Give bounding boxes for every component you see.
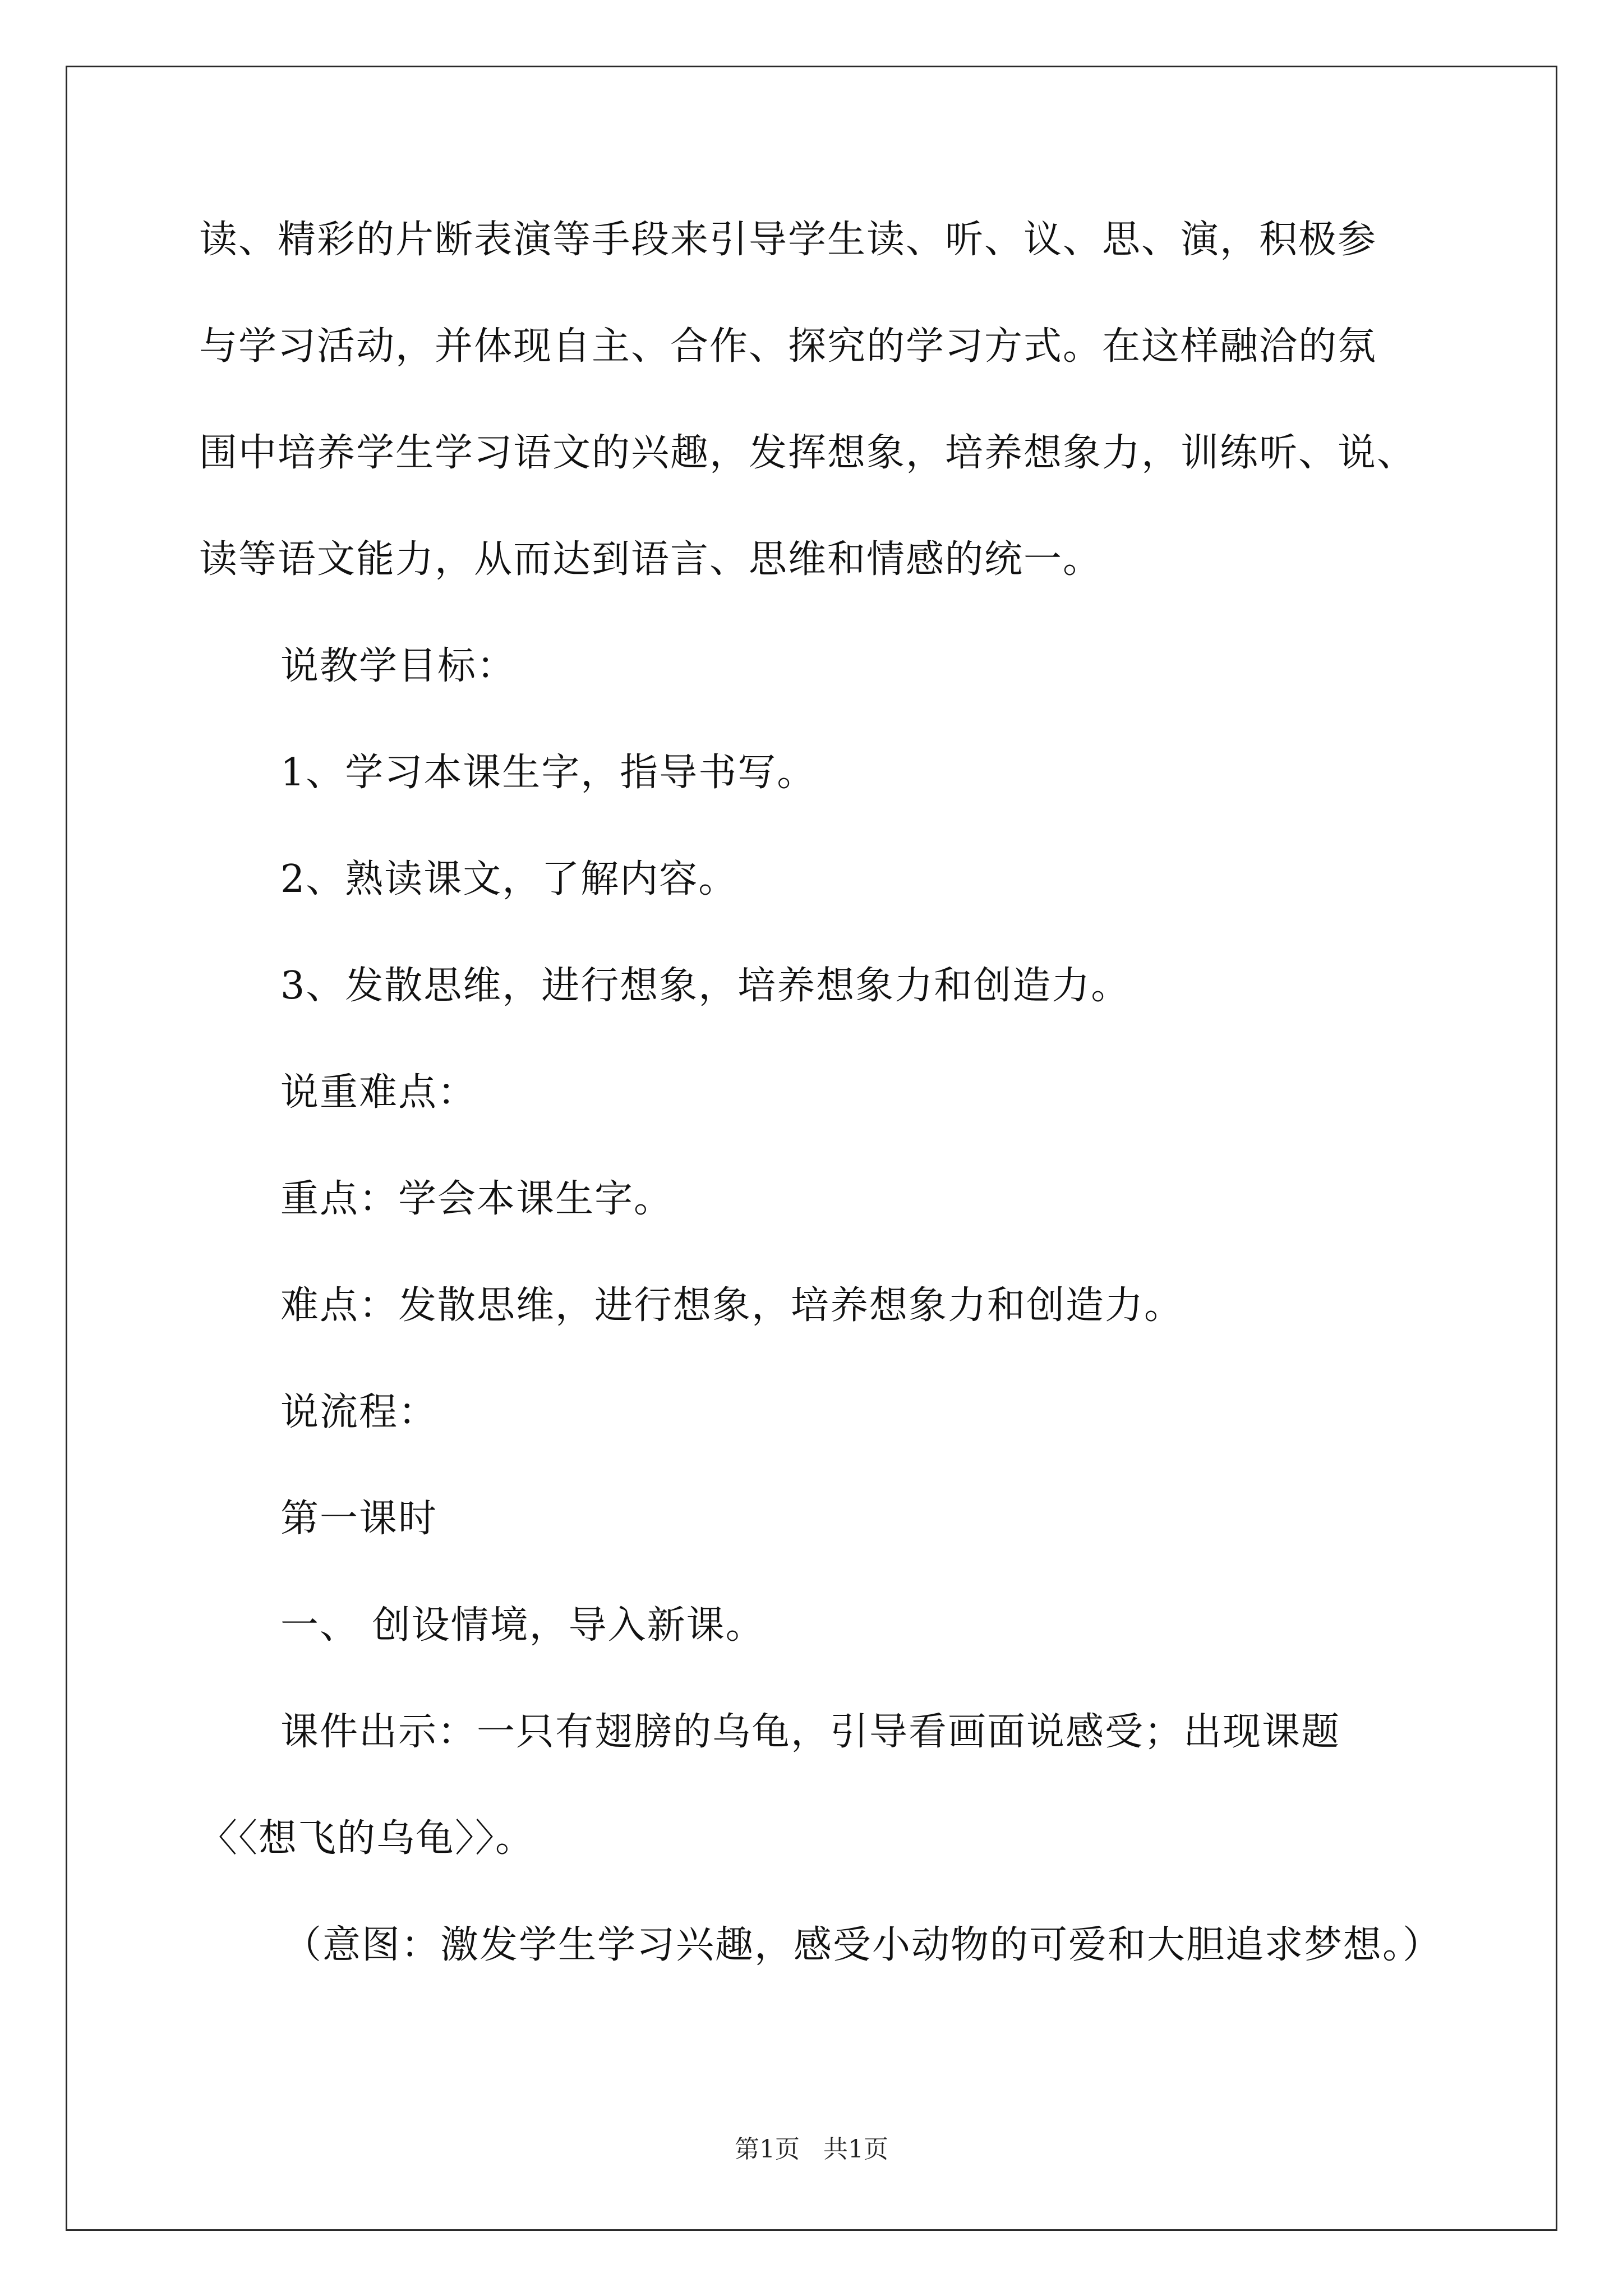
paragraph-line-2: 与学习活动，并体现自主、合作、探究的学习方式。在这样融洽的氛 (199, 324, 1377, 369)
paragraph-line-4: 读等语文能力，从而达到语言、思维和情感的统一。 (199, 537, 1103, 582)
goal-item-3: 3、发散思维，进行想象，培养想象力和创造力。 (280, 964, 1131, 1008)
page-border (66, 66, 1557, 2231)
goals-heading: 说教学目标： (280, 644, 517, 688)
goal-item-2: 2、熟读课文，了解内容。 (280, 857, 738, 901)
courseware-line-2: 〈〈想飞的乌龟〉〉。 (199, 1816, 535, 1861)
intent-note: （意图：激发学生学习兴趣，感受小动物的可爱和大胆追求梦想。） (283, 1923, 1442, 1967)
process-heading: 说流程： (280, 1390, 438, 1434)
difficult-point: 难点：发散思维，进行想象，培养想象力和创造力。 (280, 1283, 1184, 1328)
courseware-line-1: 课件出示：一只有翅膀的乌龟，引导看画面说感受；出现课题 (280, 1710, 1341, 1754)
lesson-title: 第一课时 (280, 1497, 438, 1541)
key-point: 重点：学会本课生字。 (280, 1177, 674, 1221)
difficulty-heading: 说重难点： (280, 1070, 477, 1115)
step-one-heading: 一、 创设情境，导入新课。 (280, 1603, 765, 1648)
paragraph-line-3: 围中培养学生学习语文的兴趣，发挥想象，培养想象力，训练听、说、 (199, 431, 1417, 475)
paragraph-line-1: 读、精彩的片断表演等手段来引导学生读、听、议、思、演，积极参 (199, 218, 1377, 262)
page-footer: 第1页 共1页 (735, 2135, 888, 2164)
goal-item-1: 1、学习本课生字，指导书写。 (280, 751, 817, 795)
